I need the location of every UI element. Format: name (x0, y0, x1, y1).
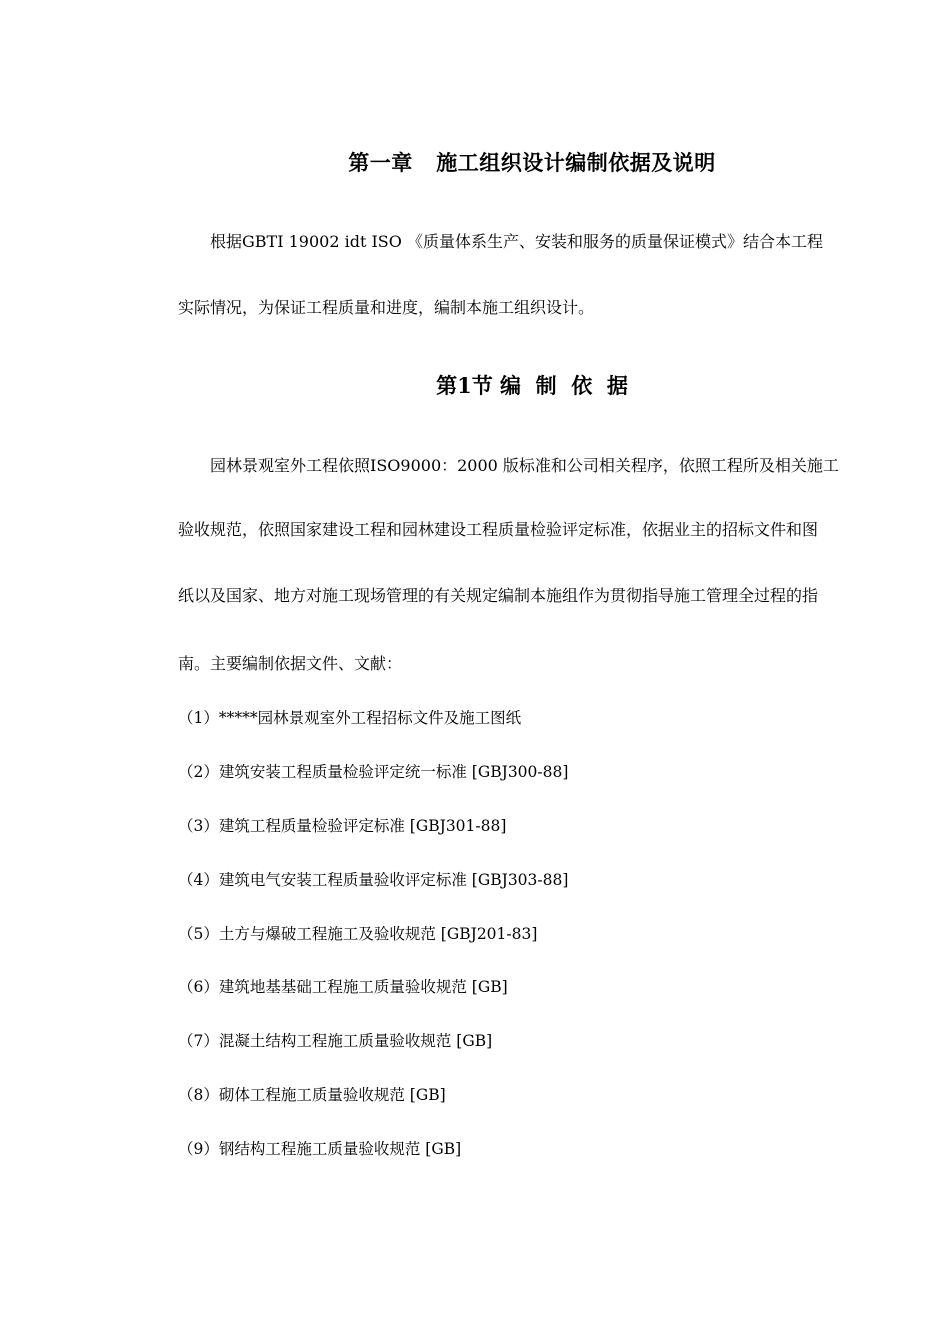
reference-item-4: （4）建筑电气安装工程质量验收评定标准 [GBJ303-88] (178, 871, 569, 889)
reference-item-7: （7）混凝土结构工程施工质量验收规范 [GB] (178, 1032, 493, 1050)
section-title: 第1节 编 制 依 据 (436, 373, 628, 398)
intro-line-2: 实际情况，为保证工程质量和进度，编制本施工组织设计。 (178, 298, 595, 317)
basis-line-1: 园林景观室外工程依照ISO9000：2000 版标准和公司相关程序，依照工程所及相关施工 (210, 456, 839, 475)
reference-item-1: （1）*****园林景观室外工程招标文件及施工图纸 (178, 709, 522, 727)
intro-line-1: 根据GBTI 19002 idt ISO 《质量体系生产、安装和服务的质量保证模式》结合本工程 (210, 232, 823, 251)
reference-item-2: （2）建筑安装工程质量检验评定统一标准 [GBJ300-88] (178, 763, 569, 781)
reference-item-6: （6）建筑地基基础工程施工质量验收规范 [GB] (178, 978, 508, 996)
basis-line-3: 纸以及国家、地方对施工现场管理的有关规定编制本施组作为贯彻指导施工管理全过程的指 (178, 586, 819, 605)
reference-item-5: （5）土方与爆破工程施工及验收规范 [GBJ201-83] (178, 925, 538, 943)
reference-item-8: （8）砌体工程施工质量验收规范 [GB] (178, 1086, 446, 1104)
basis-line-4: 南。主要编制依据文件、文献： (178, 654, 403, 673)
basis-line-2: 验收规范，依照国家建设工程和园林建设工程质量检验评定标准，依据业主的招标文件和图 (178, 520, 819, 539)
chapter-title: 第一章 施工组织设计编制依据及说明 (348, 150, 716, 175)
reference-item-3: （3）建筑工程质量检验评定标准 [GBJ301-88] (178, 817, 507, 835)
reference-item-9: （9）钢结构工程施工质量验收规范 [GB] (178, 1140, 462, 1158)
